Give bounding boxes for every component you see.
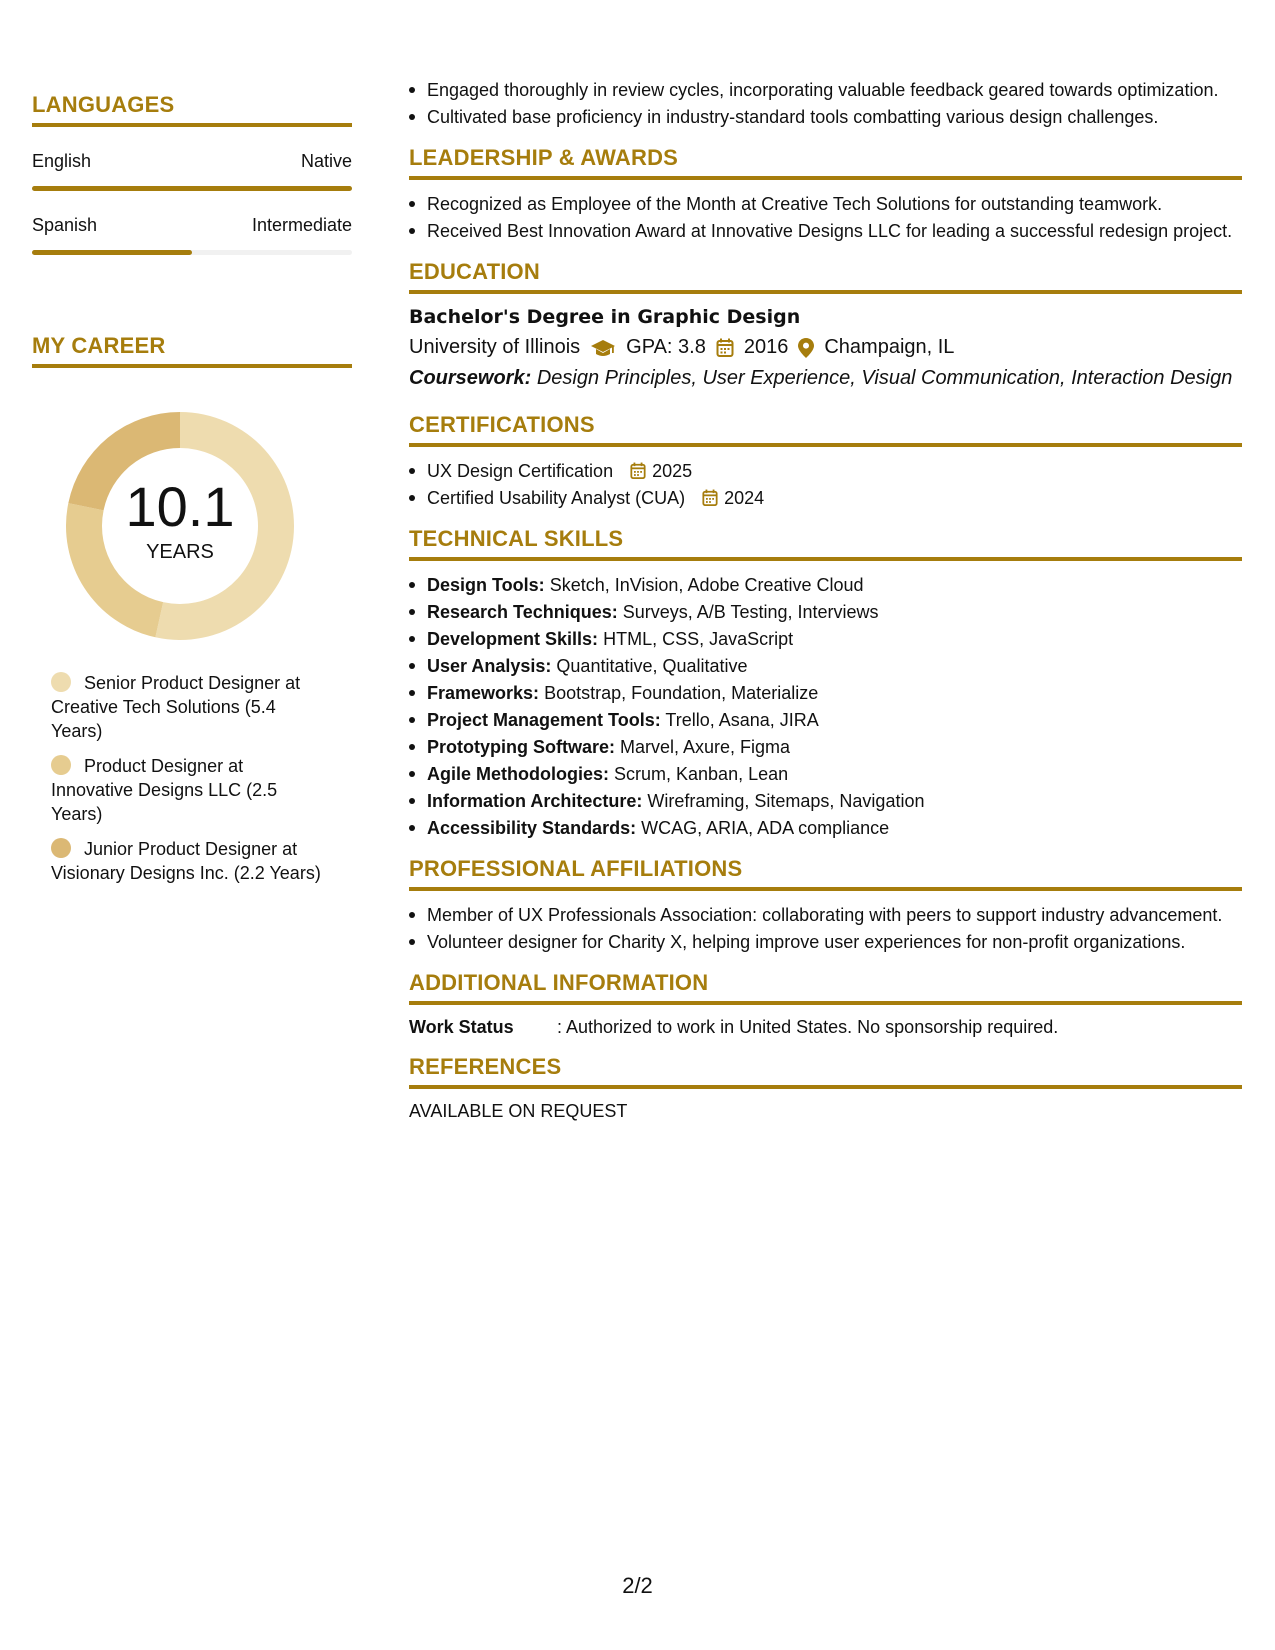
education-section [409,259,1242,390]
list-item: Volunteer designer for Charity X, helping improve user experiences for non-profit organizations. [427,930,1242,954]
graduation-cap-icon [590,338,616,358]
certification-name: Certified Usability Analyst (CUA) [427,488,686,508]
experience-tail-list [409,78,1242,129]
education-location: Champaign, IL [824,336,955,358]
legend-dot-icon [51,838,71,858]
language-level-bar [32,186,352,191]
career-legend-item: Product Designer at Innovative Designs LLC (2.5 Years) [51,756,278,824]
skills-list [409,573,1242,840]
leadership-list [409,192,1242,243]
right-column [409,78,1242,1122]
language-level-bar [32,250,352,255]
career-donut-chart [65,411,295,641]
references-title: REFERENCES [409,1054,1242,1089]
list-item: Recognized as Employee of the Month at Creative Tech Solutions for outstanding teamwork. [427,192,1242,216]
education-meta [409,336,1242,359]
calendar-icon [702,489,718,507]
legend-dot-icon [51,755,71,775]
list-item: Design Tools: Sketch, InVision, Adobe Creative Cloud [427,573,1242,597]
affiliations-list [409,903,1242,954]
coursework-label: Coursework: [409,367,532,389]
list-item: Research Techniques: Surveys, A/B Testing, Interviews [427,600,1242,624]
references-text: AVAILABLE ON REQUEST [409,1101,628,1121]
location-pin-icon [798,338,814,358]
graduation-year: 2016 [743,336,789,358]
references-section [409,1054,1242,1122]
certification-year: 2024 [724,488,765,508]
language-level-fill [32,250,192,255]
skills-section [409,526,1242,840]
calendar-icon [716,338,734,358]
career-total-years: 10.1 [125,474,235,538]
language-level-fill [32,186,352,191]
list-item [427,459,1242,483]
calendar-icon [630,462,646,480]
career-title: MY CAREER [32,333,352,368]
language-name: English [32,151,92,171]
list-item: Accessibility Standards: WCAG, ARIA, ADA compliance [427,816,1242,840]
career-total-unit: YEARS [146,540,214,563]
language-spanish [32,215,352,255]
language-english [32,151,352,191]
list-item: Cultivated base proficiency in industry-standard tools combatting various design challenges. [427,105,1242,129]
list-item: Project Management Tools: Trello, Asana, JIRA [427,708,1242,732]
work-status-label: Work Status [409,1017,514,1037]
career-legend [51,671,321,885]
work-status-row [409,1017,1242,1038]
legend-dot-icon [51,672,71,692]
leadership-title: LEADERSHIP & AWARDS [409,145,1242,180]
list-item: Frameworks: Bootstrap, Foundation, Materialize [427,681,1242,705]
certifications-list [409,459,1242,510]
career-legend-item: Junior Product Designer at Visionary Designs Inc. (2.2 Years) [51,839,321,883]
certification-year: 2025 [652,461,693,481]
career-legend-item: Senior Product Designer at Creative Tech Solutions (5.4 Years) [51,673,301,741]
certifications-title: CERTIFICATIONS [409,412,1242,447]
certifications-section [409,412,1242,510]
coursework-value: Design Principles, User Experience, Visual Communication, Interaction Design [536,367,1233,389]
certification-name: UX Design Certification [427,461,614,481]
additional-section [409,970,1242,1038]
list-item: Received Best Innovation Award at Innovative Designs LLC for leading a successful redesign project. [427,219,1242,243]
skills-title: TECHNICAL SKILLS [409,526,1242,561]
list-item: Agile Methodologies: Scrum, Kanban, Lean [427,762,1242,786]
list-item: Engaged thoroughly in review cycles, incorporating valuable feedback geared towards optimization. [427,78,1242,102]
language-level: Intermediate [251,215,352,235]
leadership-section [409,145,1242,243]
coursework [409,367,1242,390]
language-name: Spanish [32,215,98,235]
page-number: 2/2 [622,1573,653,1598]
education-title: EDUCATION [409,259,1242,294]
list-item: Member of UX Professionals Association: collaborating with peers to support industry advancement. [427,903,1242,927]
gpa: GPA: 3.8 [626,336,706,358]
list-item: User Analysis: Quantitative, Qualitative [427,654,1242,678]
list-item: Prototyping Software: Marvel, Axure, Figma [427,735,1242,759]
list-item [427,486,1242,510]
affiliations-section [409,856,1242,954]
languages-title: LANGUAGES [32,92,352,127]
degree-title: Bachelor's Degree in Graphic Design [409,306,801,328]
list-item: Development Skills: HTML, CSS, JavaScript [427,627,1242,651]
additional-title: ADDITIONAL INFORMATION [409,970,1242,1005]
language-level: Native [300,151,352,171]
affiliations-title: PROFESSIONAL AFFILIATIONS [409,856,1242,891]
school-name: University of Illinois [409,336,581,358]
work-status-value: : Authorized to work in United States. No sponsorship required. [557,1017,1059,1037]
list-item: Information Architecture: Wireframing, Sitemaps, Navigation [427,789,1242,813]
left-column [32,92,352,896]
